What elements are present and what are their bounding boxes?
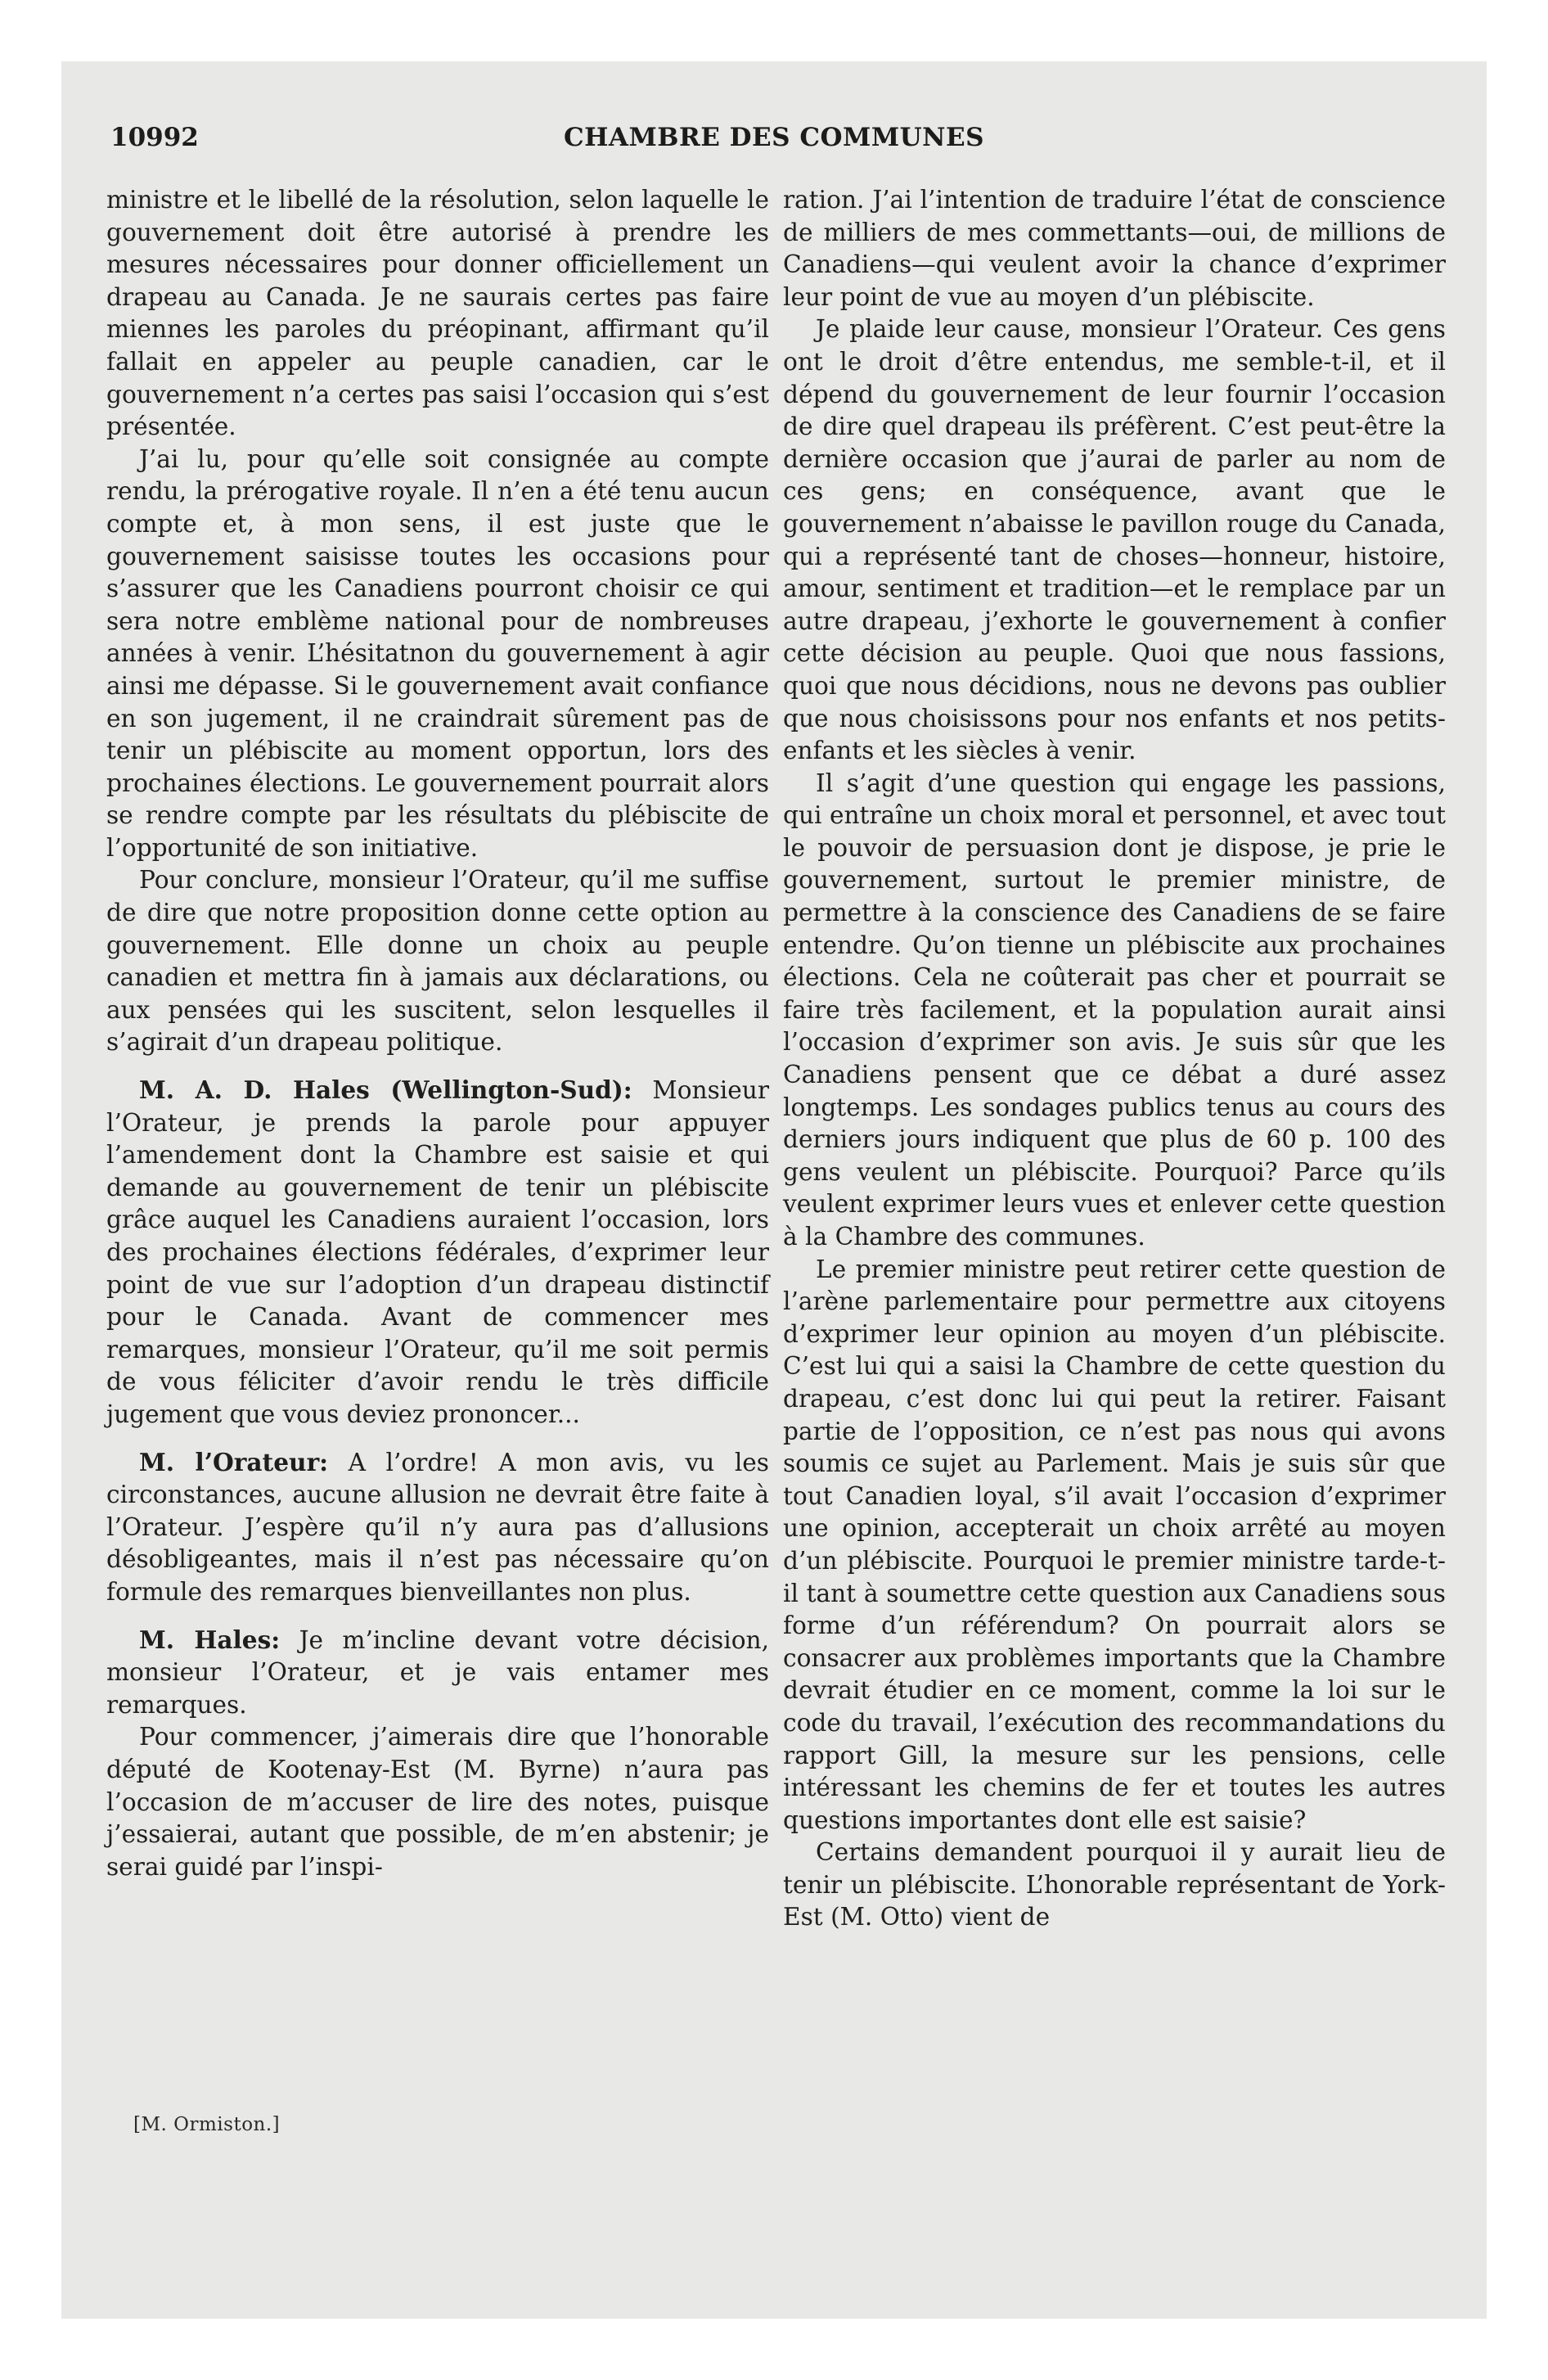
paragraph: J’ai lu, pour qu’elle soit consignée au compte rendu, la prérogative royale. Il n’en a été tenu aucun compte et, à mon sens, il est juste que le gouvernement saisisse toutes les occasions pour s’assurer que les Canadiens pourront choisir ce qui sera notre emblème national pour de nombreuses années à venir. L’hésitatnon du gouvernement à agir ainsi me dépasse. Si le gouvernement avait confiance en son jugement, il ne craindrait sûrement pas de tenir un plébiscite au moment opportun, lors des prochaines élections. Le gouvernement pourrait alors se rendre compte par les résultats du plébiscite de l’opportunité de son initiative. [106,444,769,862]
right-column [783,184,1446,1934]
speech-paragraph [106,1624,769,1722]
speech-text: Monsieur l’Orateur, je prends la parole pour appuyer l’amendement dont la Chambre est saisie et qui demande au gouvernement de tenir un plébiscite grâce auquel les Canadiens auraient l’occasion, lors des prochaines élections fédérales, d’exprimer leur point de vue sur l’adoption d’un drapeau distinctif pour le Canada. Avant de commencer mes remarques, monsieur l’Orateur, qu’il me soit permis de vous féliciter d’avoir rendu le très difficile jugement que vous deviez prononcer... [106,1076,769,1428]
speech-paragraph [106,1446,769,1609]
paragraph: Je plaide leur cause, monsieur l’Orateur. Ces gens ont le droit d’être entendus, me semble-t-il, et il dépend du gouvernement de leur fournir l’occasion de dire quel drapeau ils préfèrent. C’est peut-être la dernière occasion que j’aurai de parler au nom de ces gens; en conséquence, avant que le gouvernement n’abaisse le pavillon rouge du Canada, qui a représenté tant de choses—honneur, histoire, amour, sentiment et tradition—et le remplace par un autre drapeau, j’exhorte le gouvernement à confier cette décision au peuple. Quoi que nous fassions, quoi que nous décidions, nous ne devons pas oublier que nous choisissons pour nos enfants et nos petits-enfants et les siècles à venir. [783,315,1446,765]
page-title: CHAMBRE DES COMMUNES [563,123,985,152]
paragraph: Certains demandent pourquoi il y aurait lieu de tenir un plébiscite. L’honorable représentant de York-Est (M. Otto) vient de [783,1838,1446,1931]
paragraph: ration. J’ai l’intention de traduire l’état de conscience de milliers de mes commettants—oui, de millions de Canadiens—qui veulent avoir la chance d’exprimer leur point de vue au moyen d’un plébiscite. [783,186,1446,311]
paragraph: Pour commencer, j’aimerais dire que l’honorable député de Kootenay-Est (M. Byrne) n’aura pas l’occasion de m’accuser de lire des notes, puisque j’essaierai, autant que possible, de m’en abstenir; je serai guidé par l’inspi- [106,1723,769,1881]
paragraph: Pour conclure, monsieur l’Orateur, qu’il me suffise de dire que notre proposition donne cette option au gouvernement. Elle donne un choix au peuple canadien et mettra fin à jamais aux déclarations, ou aux pensées qui les suscitent, selon lesquelles il s’agirait d’un drapeau politique. [106,866,769,1057]
page-header [102,123,1446,156]
left-column [106,184,769,1883]
paragraph: ministre et le libellé de la résolution, selon laquelle le gouvernement doit être autorisé à prendre les mesures nécessaires pour donner officiellement un drapeau au Canada. Je ne saurais certes pas faire miennes les paroles du préopinant, affirmant qu’il fallait en appeler au peuple canadien, car le gouvernement n’a certes pas saisi l’occasion qui s’est présentée. [106,186,769,441]
document-page [61,61,1487,2319]
footer-attribution: [M. Ormiston.] [133,2114,281,2135]
speaker-name: M. l’Orateur: [139,1447,329,1476]
speech-text: A l’ordre! A mon avis, vu les circonstances, aucune allusion ne devrait être faite à l’Orateur. J’espère qu’il n’y aura pas d’allusions désobligeantes, mais il n’est pas nécessaire qu’on formule des remarques bienveillantes non plus. [106,1448,769,1606]
paragraph: Il s’agit d’une question qui engage les passions, qui entraîne un choix moral et personnel, et avec tout le pouvoir de persuasion dont je dispose, je prie le gouvernement, surtout le premier ministre, de permettre à la conscience des Canadiens de se faire entendre. Qu’on tienne un plébiscite aux prochaines élections. Cela ne coûterait pas cher et pourrait se faire très facilement, et la population aurait ainsi l’occasion d’exprimer son avis. Je suis sûr que les Canadiens pensent que ce débat a duré assez longtemps. Les sondages publics tenus au cours des derniers jours indiquent que plus de 60 p. 100 des gens veulent un plébiscite. Pourquoi? Parce qu’ils veulent exprimer leurs vues et enlever cette question à la Chambre des communes. [783,769,1446,1251]
speaker-name: M. Hales: [139,1625,281,1654]
speech-text: Je m’incline devant votre décision, monsieur l’Orateur, et je vais entamer mes remarques. [106,1625,769,1719]
paragraph: Le premier ministre peut retirer cette question de l’arène parlementaire pour permettre aux citoyens d’exprimer leur opinion au moyen d’un plébiscite. C’est lui qui a saisi la Chambre de cette question du drapeau, c’est donc lui qui peut la retirer. Faisant partie de l’opposition, ce n’est pas nous qui avons soumis ce sujet au Parlement. Mais je suis sûr que tout Canadien loyal, s’il avait l’occasion d’exprimer une opinion, accepterait un choix arrêté au moyen d’un plébiscite. Pourquoi le premier ministre tarde-t-il tant à soumettre cette question aux Canadiens sous forme d’un référendum? On pourrait alors se consacrer aux problèmes importants que la Chambre devrait étudier en ce moment, comme la loi sur le code du travail, l’exécution des recommandations du rapport Gill, la mesure sur les pensions, celle intéressant les chemins de fer et toutes les autres questions importantes dont elle est saisie? [783,1255,1446,1834]
speaker-name: M. A. D. Hales (Wellington-Sud): [139,1075,632,1105]
speech-paragraph [106,1074,769,1431]
page-number: 10992 [110,123,199,152]
